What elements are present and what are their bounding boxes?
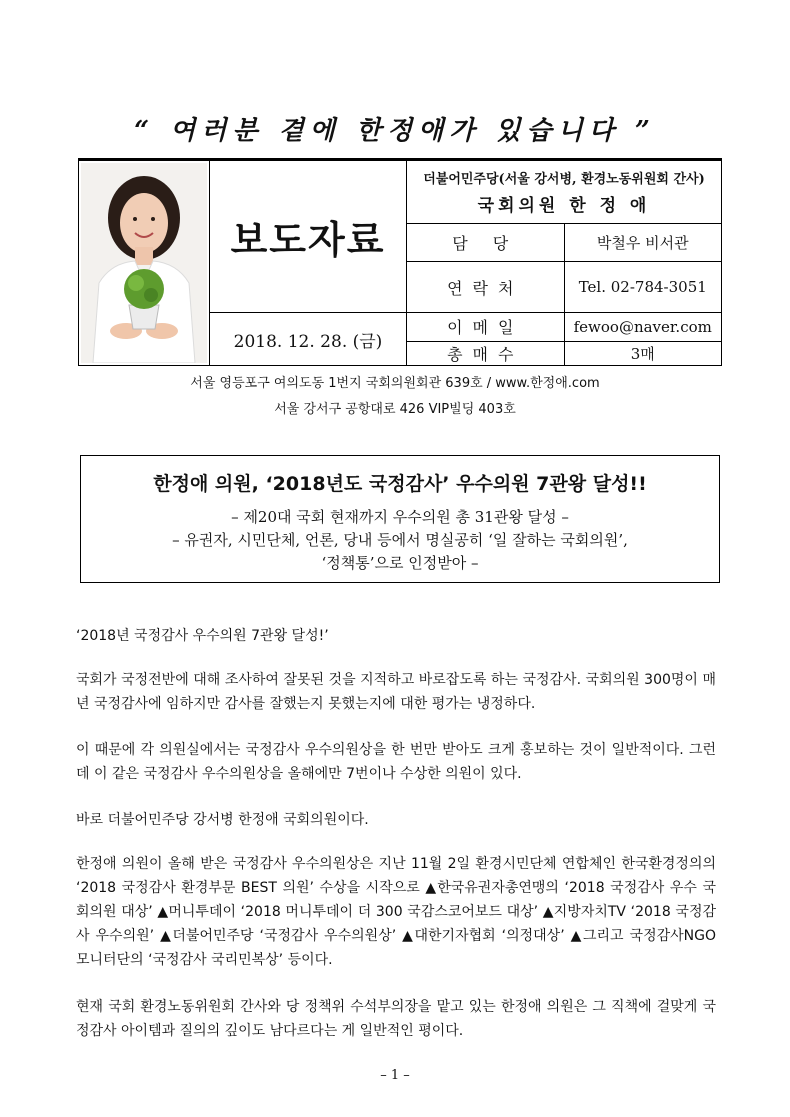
paragraph-6: 현재 국회 환경노동위원회 간사와 당 정책위 수석부의장을 맡고 있는 한정애 의원은 그 직책에 걸맞게 국정감사 아이템과 질의의 깊이도 남다르다는 게 일반적인 평이다. (76, 999, 716, 1039)
headline-title: 한정애 의원, ‘2018년도 국정감사’ 우수의원 7관왕 달성!! (153, 473, 647, 495)
paragraph-5: 한정애 의원이 올해 받은 국정감사 우수의원상은 지난 11월 2일 환경시민단체 연합체인 한국환경정의의 ‘2018 국정감사 환경부문 BEST 의원’ 수상을 시작으로 ▲한국유권자총연맹의 ‘2018 국정감사 우수 국회의원 대상’ ▲머니투데이 ‘2018 머니투데이 더 300 국감스코어보드 대상’ ▲지방자치TV ‘2018 국정감사 우수의원’ ▲더불어민주당 ‘국정감사 우수의원상’ ▲대한기자협회 ‘의정대상’ ▲그리고 국정감사NGO 모니터단의 ‘국정감사 국리민복상’ 등이다. (76, 856, 716, 968)
date-cell (210, 313, 407, 366)
title-cell (210, 160, 407, 313)
press-release-header (78, 158, 722, 366)
phone-label: 연락처 (407, 262, 565, 313)
address-line-1: 서울 영등포구 여의도동 1번지 국회의원회관 639호 / www.한정애.com (190, 376, 600, 391)
phone-value: Tel. 02-784-3051 (564, 262, 722, 313)
page-count-value: 3매 (564, 341, 722, 365)
paragraph-1: ‘2018년 국정감사 우수의원 7관왕 달성!’ (76, 628, 329, 644)
paragraph-2: 국회가 국정전반에 대해 조사하여 잘못된 것을 지적하고 바로잡도록 하는 국정감사. 국회의원 300명이 매년 국정감사에 임하지만 감사를 잘했는지 못했는지에 대한 평가는 냉정하다. (76, 672, 716, 712)
member-name: 국회의원 한 정 애 (477, 196, 651, 216)
document-title: 보도자료 (230, 218, 386, 262)
headline-box (80, 455, 720, 583)
release-date: 2018. 12. 28. (금) (233, 331, 383, 352)
email-label: 이메일 (407, 313, 565, 342)
headline-subtitle-1: – 제20대 국회 현재까지 우수의원 총 31관왕 달성 – (231, 508, 569, 526)
page-count-label: 총매수 (407, 341, 565, 365)
contact-person-value: 박철우 비서관 (564, 224, 722, 262)
member-photo (81, 163, 207, 363)
party-cell (407, 160, 722, 224)
paragraph-4: 바로 더불어민주당 강서병 한정애 국회의원이다. (76, 812, 369, 828)
paragraph-3: 이 때문에 각 의원실에서는 국정감사 우수의원상을 한 번만 받아도 크게 홍보하는 것이 일반적이다. 그런데 이 같은 국정감사 우수의원상을 올해에만 7번이나 수상한 의원이 있다. (76, 742, 716, 782)
email-value: fewoo@naver.com (564, 313, 722, 342)
slogan: “ 여러분 곁에 한정애가 있습니다 ” (134, 116, 656, 146)
headline-subtitle-3: ‘정책통’으로 인정받아 – (321, 554, 479, 572)
address-line-2: 서울 강서구 공항대로 426 VIP빌딩 403호 (274, 402, 516, 417)
page-number: – 1 – (380, 1068, 410, 1083)
headline-subtitle-2: – 유권자, 시민단체, 언론, 당내 등에서 명실공히 ‘일 잘하는 국회의원’, (172, 531, 628, 549)
contact-person-label: 담 당 (407, 224, 565, 262)
party-affiliation: 더불어민주당(서울 강서병, 환경노동위원회 간사) (423, 172, 705, 187)
photo-cell (79, 160, 210, 366)
